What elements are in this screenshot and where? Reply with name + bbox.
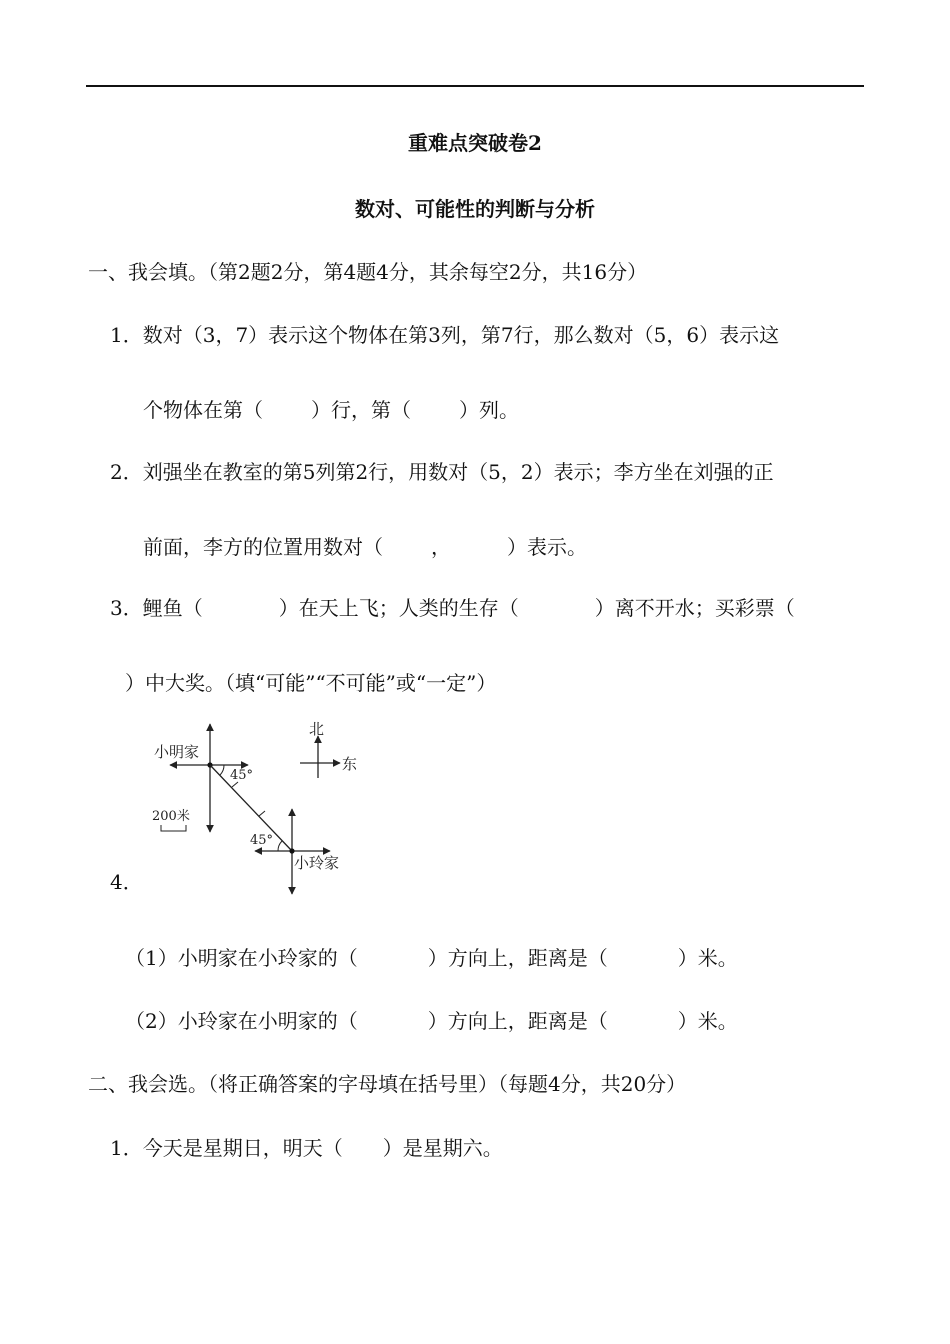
q1-line1: 1．数对（3，7）表示这个物体在第3列，第7行，那么数对（5，6）表示这 (110, 323, 780, 347)
q2-line1: 2．刘强坐在教室的第5列第2行，用数对（5，2）表示；李方坐在刘强的正 (110, 460, 774, 484)
q4-sub1-text-b: ）方向上，距离是（ (427, 946, 608, 970)
s2-q1-text-b: ）是星期六。 (382, 1136, 503, 1160)
q4-sub2-text-c: ）米。 (677, 1009, 738, 1033)
q4-sub2-text-a: （2）小玲家在小明家的（ (125, 1009, 358, 1033)
angle-arc-top (220, 765, 224, 775)
q4-sub1-text-a: （1）小明家在小玲家的（ (125, 946, 358, 970)
xiaoling-point (289, 848, 294, 853)
xiaoling-label: 小玲家 (294, 854, 340, 872)
scale-label: 200米 (152, 809, 190, 824)
q3-text-b: ）在天上飞；人类的生存（ (278, 596, 519, 620)
q2-text-c: ）表示。 (507, 535, 587, 559)
q1-text-a: 个物体在第（ (143, 398, 263, 422)
tick-mark (259, 811, 265, 816)
page-title: 重难点突破卷2 (408, 131, 542, 155)
q2-line2 (143, 534, 587, 560)
q3-text-c: ）离不开水；买彩票（ (594, 596, 795, 620)
section1-heading: 一、我会填。（第2题2分，第4题4分，其余每空2分，共16分） (88, 260, 648, 284)
east-label: 东 (342, 755, 358, 773)
section2-heading: 二、我会选。（将正确答案的字母填在括号里）（每题4分，共20分） (88, 1072, 687, 1096)
xiaoming-label: 小明家 (154, 743, 200, 761)
q2-text-b: ， (431, 535, 451, 559)
q4-sub1-text-c: ）米。 (677, 946, 738, 970)
q4-sub1 (125, 945, 738, 971)
scale-bar (161, 825, 186, 831)
north-label: 北 (309, 720, 325, 738)
q4-number: 4． (110, 870, 143, 894)
q1-text-c: ）列。 (459, 398, 519, 422)
s2-q1-text-a: 1．今天是星期日，明天（ (110, 1136, 343, 1160)
q4-sub2 (125, 1008, 738, 1034)
q3-text-a: 3．鲤鱼（ (110, 596, 203, 620)
q3-line2: ）中大奖。（填“可能”“不可能”或“一定”） (125, 671, 497, 695)
top-rule (86, 85, 864, 87)
angle-label-top: 45° (230, 768, 254, 783)
angle-arc-bottom (278, 841, 282, 851)
s2-q1 (110, 1135, 503, 1161)
direction-diagram (140, 712, 380, 898)
q3-line1 (110, 595, 795, 621)
q4-sub2-text-b: ）方向上，距离是（ (427, 1009, 608, 1033)
q1-text-b: ）行，第（ (311, 398, 411, 422)
angle-label-bottom: 45° (250, 833, 274, 848)
page-subtitle: 数对、可能性的判断与分析 (355, 197, 595, 221)
q1-line2 (143, 397, 519, 423)
q2-text-a: 前面，李方的位置用数对（ (143, 535, 383, 559)
